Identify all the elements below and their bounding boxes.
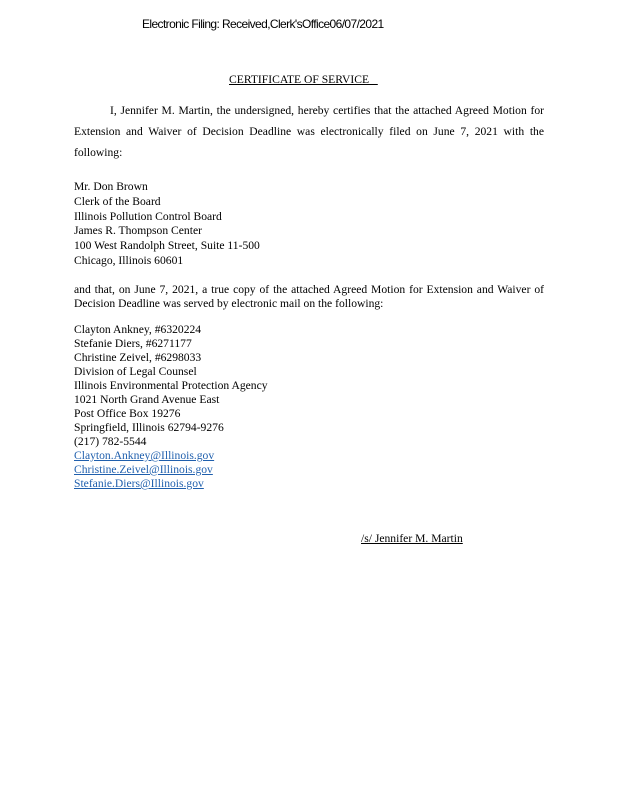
address-line: Division of Legal Counsel <box>74 365 197 378</box>
address-line: Mr. Don Brown <box>74 180 148 193</box>
address-line: Chicago, Illinois 60601 <box>74 253 184 267</box>
address-line: Christine Zeivel, #6298033 <box>74 351 202 364</box>
email-link-ankney[interactable]: Clayton.Ankney@Illinois.gov <box>74 449 215 462</box>
address-line: 1021 North Grand Avenue East <box>74 393 220 406</box>
phone-number: (217) 782-5544 <box>74 435 147 448</box>
signature-line: /s/ Jennifer M. Martin <box>361 532 463 545</box>
address-line: Clayton Ankney, #6320224 <box>74 323 202 336</box>
address-line: 100 West Randolph Street, Suite 11-500 <box>74 239 260 253</box>
address-line: Springfield, Illinois 62794-9276 <box>74 421 224 434</box>
address-line: James R. Thompson Center <box>74 224 202 238</box>
intro-paragraph <box>74 100 544 163</box>
address-line: Illinois Environmental Protection Agency <box>74 379 268 392</box>
service-paragraph: and that, on June 7, 2021, a true copy of the attached Agreed Motion for Extension and Waiver of Decision Deadline was served by electronic mail on the following: <box>74 283 544 310</box>
filing-stamp: Electronic Filing: Received,Clerk'sOffice06/07/2021 <box>142 17 384 31</box>
email-link-diers[interactable]: Stefanie.Diers@Illinois.gov <box>74 477 204 490</box>
address-line: Stefanie Diers, #6271177 <box>74 337 192 350</box>
address-line: Clerk of the Board <box>74 194 161 208</box>
document-title: CERTIFICATE OF SERVICE <box>229 73 378 86</box>
address-line: Illinois Pollution Control Board <box>74 209 222 223</box>
intro-text: I, Jennifer M. Martin, the undersigned, hereby certifies that the attached Agreed Motion for Extension and Waiver of Decision Deadline was electronically filed on June 7, 2021 with the following: <box>74 104 544 159</box>
recipient-clerk-address <box>74 180 260 269</box>
address-line: Post Office Box 19276 <box>74 407 181 420</box>
recipient-epa-address <box>74 323 268 491</box>
email-link-zeivel[interactable]: Christine.Zeivel@Illinois.gov <box>74 463 213 476</box>
